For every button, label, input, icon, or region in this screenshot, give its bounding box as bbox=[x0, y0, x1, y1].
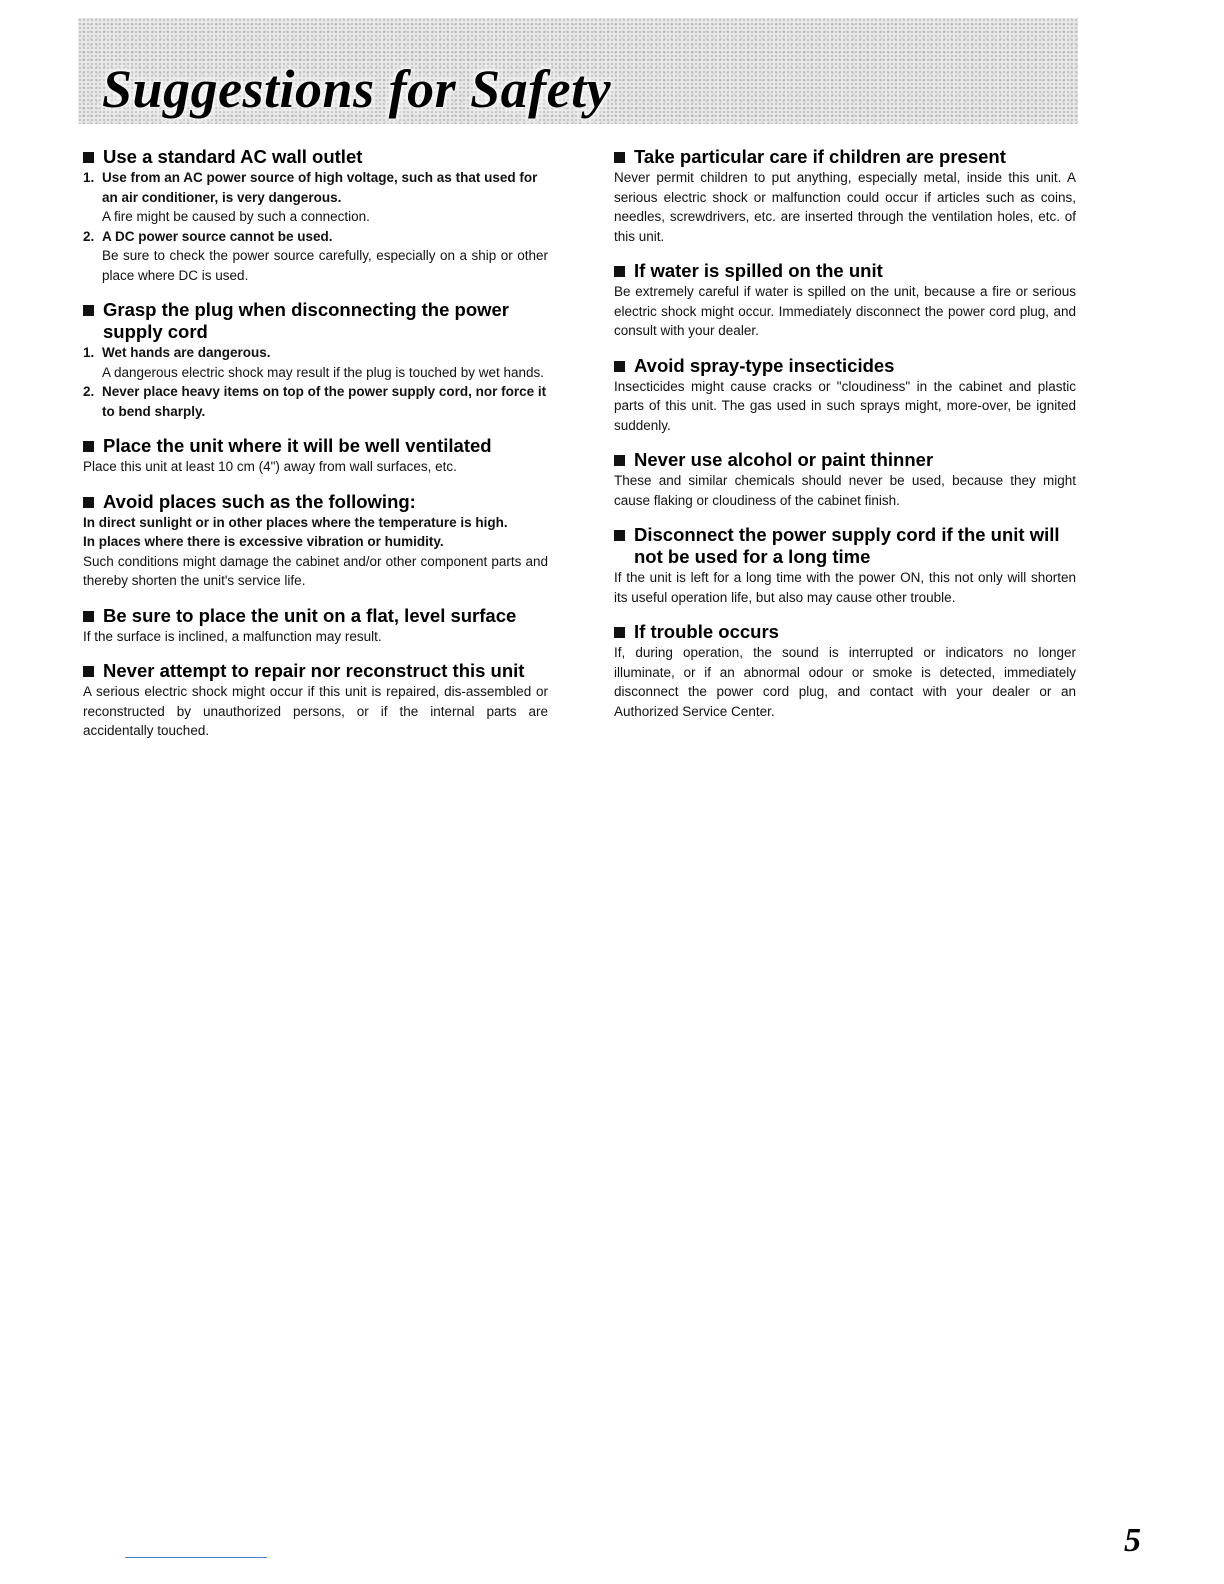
section-text: If the unit is left for a long time with the power ON, this not only will shorten its useful operation life, but also may cause other trouble. bbox=[614, 570, 1076, 605]
section-ac-outlet bbox=[83, 146, 548, 285]
section-heading: If water is spilled on the unit bbox=[614, 260, 1076, 282]
section-heading: Never attempt to repair nor reconstruct this unit bbox=[83, 660, 548, 682]
square-bullet-icon bbox=[614, 152, 625, 163]
section-no-repair bbox=[83, 660, 548, 741]
square-bullet-icon bbox=[83, 441, 94, 452]
section-heading: Disconnect the power supply cord if the unit will not be used for a long time bbox=[614, 524, 1076, 568]
section-heading: Never use alcohol or paint thinner bbox=[614, 449, 1076, 471]
section-alcohol bbox=[614, 449, 1076, 510]
section-text: A serious electric shock might occur if this unit is repaired, dis-assembled or reconstructed by unauthorized persons, or if the internal parts are accidentally touched. bbox=[83, 684, 548, 738]
list-item: 1. Use from an AC power source of high voltage, such as that used for an air conditioner, is very dangerous. A fire might be caused by such a connection. bbox=[83, 170, 538, 224]
section-text: These and similar chemicals should never be used, because they might cause flaking or cloudiness of the cabinet finish. bbox=[614, 473, 1076, 508]
section-heading: Be sure to place the unit on a flat, level surface bbox=[83, 605, 548, 627]
section-level-surface bbox=[83, 605, 548, 647]
page-title: Suggestions for Safety bbox=[102, 59, 612, 119]
section-heading: Avoid places such as the following: bbox=[83, 491, 548, 513]
footer-rule bbox=[125, 1557, 267, 1558]
section-text: If the surface is inclined, a malfunction may result. bbox=[83, 628, 382, 644]
list-item: 1. Wet hands are dangerous. A dangerous electric shock may result if the plug is touched by wet hands. bbox=[83, 345, 544, 380]
section-grasp-plug bbox=[83, 299, 548, 421]
section-text: Insecticides might cause cracks or "cloudiness" in the cabinet and plastic parts of this unit. The gas used in such sprays might, more-over, be ignited suddenly. bbox=[614, 378, 1076, 433]
section-water bbox=[614, 260, 1076, 341]
section-heading: Take particular care if children are present bbox=[614, 146, 1076, 168]
title-banner bbox=[78, 18, 1078, 124]
section-avoid-places bbox=[83, 491, 548, 591]
section-text: Be extremely careful if water is spilled on the unit, because a fire or serious electric shock might occur. Immediately disconnect the power cord plug, and consult with your dealer. bbox=[614, 284, 1076, 338]
section-insecticides bbox=[614, 355, 1076, 436]
square-bullet-icon bbox=[614, 455, 625, 466]
square-bullet-icon bbox=[83, 611, 94, 622]
square-bullet-icon bbox=[83, 152, 94, 163]
section-trouble bbox=[614, 621, 1076, 721]
left-column bbox=[83, 146, 548, 755]
section-text: If, during operation, the sound is interrupted or indicators no longer illuminate, or if an abnormal odour or smoke is detected, immediately disconnect the power cord plug, and contact with your dealer or an Authorized Service Center. bbox=[614, 645, 1076, 719]
page-number: 5 bbox=[1124, 1522, 1141, 1559]
section-children bbox=[614, 146, 1076, 246]
list-item: 2. Never place heavy items on top of the power supply cord, nor force it to bend sharply. bbox=[83, 384, 547, 419]
list-item: 2. A DC power source cannot be used. Be sure to check the power source carefully, especially on a ship or other place where DC is used. bbox=[83, 228, 548, 283]
square-bullet-icon bbox=[83, 666, 94, 677]
section-text: Such conditions might damage the cabinet and/or other component parts and thereby shorten the unit's service life. bbox=[83, 553, 548, 588]
square-bullet-icon bbox=[614, 530, 625, 541]
warning-text: In places where there is excessive vibration or humidity. bbox=[83, 534, 444, 549]
square-bullet-icon bbox=[614, 361, 625, 372]
section-heading: Place the unit where it will be well ventilated bbox=[83, 435, 548, 457]
section-heading: If trouble occurs bbox=[614, 621, 1076, 643]
section-heading: Use a standard AC wall outlet bbox=[83, 146, 548, 168]
section-heading: Grasp the plug when disconnecting the power supply cord bbox=[83, 299, 548, 343]
square-bullet-icon bbox=[614, 627, 625, 638]
section-text: Place this unit at least 10 cm (4") away from wall surfaces, etc. bbox=[83, 459, 457, 474]
square-bullet-icon bbox=[83, 305, 94, 316]
section-text: Never permit children to put anything, especially metal, inside this unit. A serious electric shock or malfunction could occur if articles such as coins, needles, screwdrivers, etc. are inserted through the ventilation holes, etc. of this unit. bbox=[614, 170, 1076, 244]
square-bullet-icon bbox=[83, 497, 94, 508]
section-heading: Avoid spray-type insecticides bbox=[614, 355, 1076, 377]
right-column bbox=[614, 146, 1076, 735]
warning-text: In direct sunlight or in other places where the temperature is high. bbox=[83, 514, 508, 530]
section-disconnect bbox=[614, 524, 1076, 607]
square-bullet-icon bbox=[614, 266, 625, 277]
section-ventilation bbox=[83, 435, 548, 477]
